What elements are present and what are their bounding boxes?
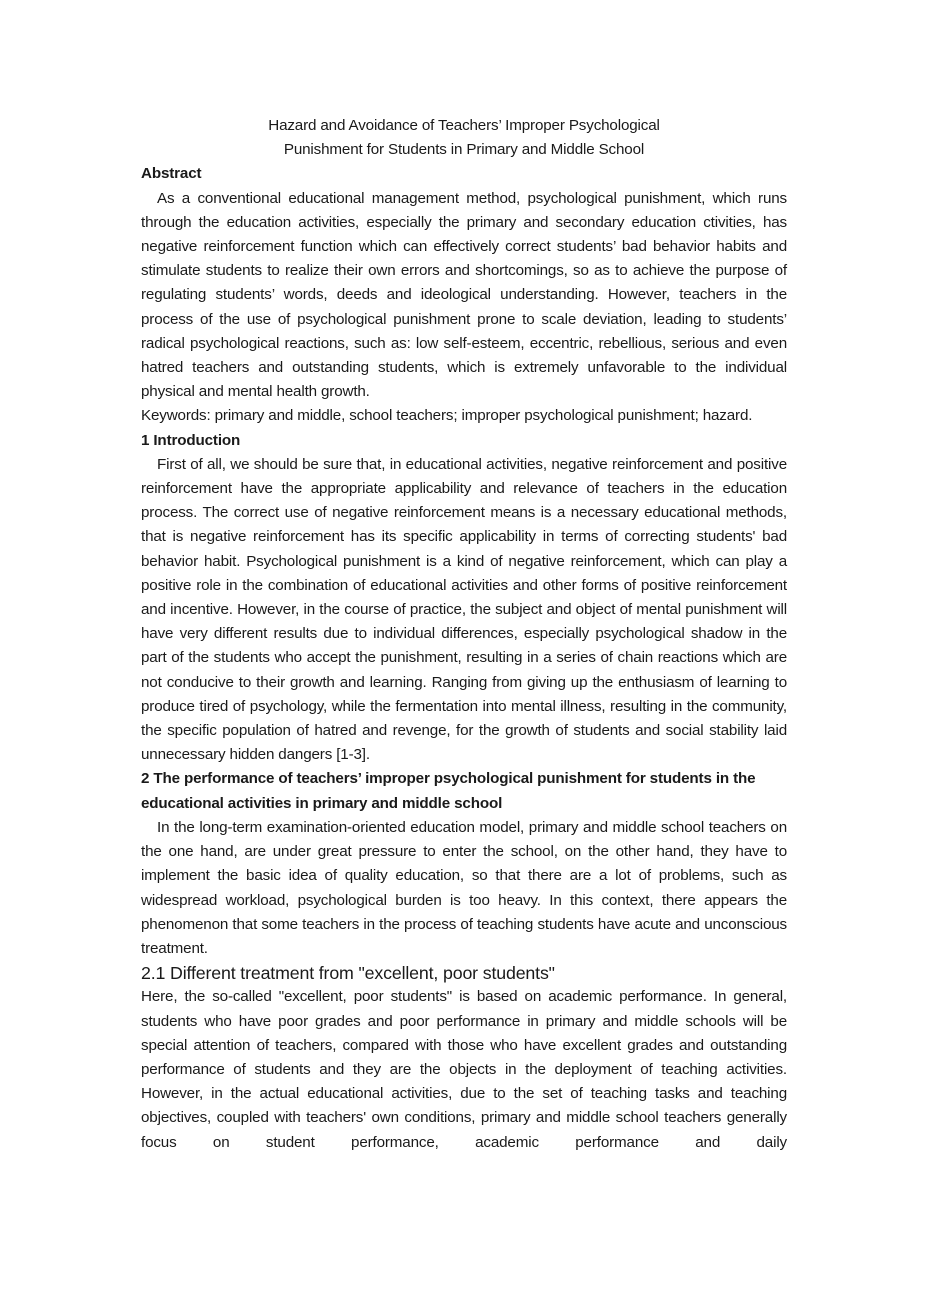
section-2-paragraph: In the long-term examination-oriented education model, primary and middle school teachers on the one hand, are under great pressure to enter the school, on the other hand, they have to implement the basic idea of quality education, so that there are a lot of problems, such as widespread workload, psychological burden is too heavy. In this context, there appears the phenomenon that some teachers in the process of teaching students have acute and unconscious treatment. [141,818,787,957]
abstract-paragraph: As a conventional educational management method, psychological punishment, which runs through the education activities, especially the primary and secondary education ctivities, has negative reinforcement function which can effectively correct students’ bad behavior habits and stimulate students to realize their own errors and shortcomings, so as to achieve the purpose of regulating students’ words, deeds and ideological understanding. However, teachers in the process of the use of psychological punishment prone to scale deviation, leading to students’ radical psychological reactions, such as: low self-esteem, eccentric, rebellious, serious and even hatred teachers and outstanding students, which is extremely unfavorable to the individual physical and mental health growth. [141,189,787,401]
section-1-paragraph: First of all, we should be sure that, in educational activities, negative reinforcement and positive reinforcement have the appropriate applicability and relevance of teachers in the education process. The correct use of negative reinforcement means is a necessary educational methods, that is negative reinforcement has its specific applicability in terms of correcting students' bad behavior habit. Psychological punishment is a kind of negative reinforcement, which can play a positive role in the combination of educational activities and other forms of positive reinforcement and incentive. However, in the course of practice, the subject and object of mental punishment will have very different results due to individual differences, especially psychological shadow in the part of the students who accept the punishment, resulting in a series of chain reactions which are not conducive to their growth and learning. Ranging from giving up the enthusiasm of learning to produce tired of psychology, while the fermentation into mental illness, resulting in the community, the specific population of hatred and revenge, for the growth of students and social stability laid unnecessary hidden dangers [1-3]. [141,455,787,764]
section-2-heading: 2 The performance of teachers’ improper psychological punishment for students in the educational activities in primary and middle school [141,770,756,812]
subsection-2-1-heading: 2.1 Different treatment from "excellent, poor students" [141,963,555,984]
abstract-heading: Abstract [141,165,202,183]
keywords: Keywords: primary and middle, school teachers; improper psychological punishment; hazard. [141,407,753,425]
title-line-2: Punishment for Students in Primary and Middle School [283,141,645,159]
title-line-1: Hazard and Avoidance of Teachers’ Improper Psychological [268,117,660,134]
document-page [141,114,787,1155]
subsection-2-1-paragraph: Here, the so-called "excellent, poor students" is based on academic performance. In general, students who have poor grades and poor performance in primary and middle schools will be special attention of teachers, compared with those who have excellent grades and outstanding performance of students and they are the objects in the deployment of teaching activities. However, in the actual educational activities, due to the set of teaching tasks and teaching objectives, coupled with teachers' own conditions, primary and middle school teachers generally focus on student performance, academic performance and daily [141,988,787,1151]
section-1-heading: 1 Introduction [141,431,241,449]
